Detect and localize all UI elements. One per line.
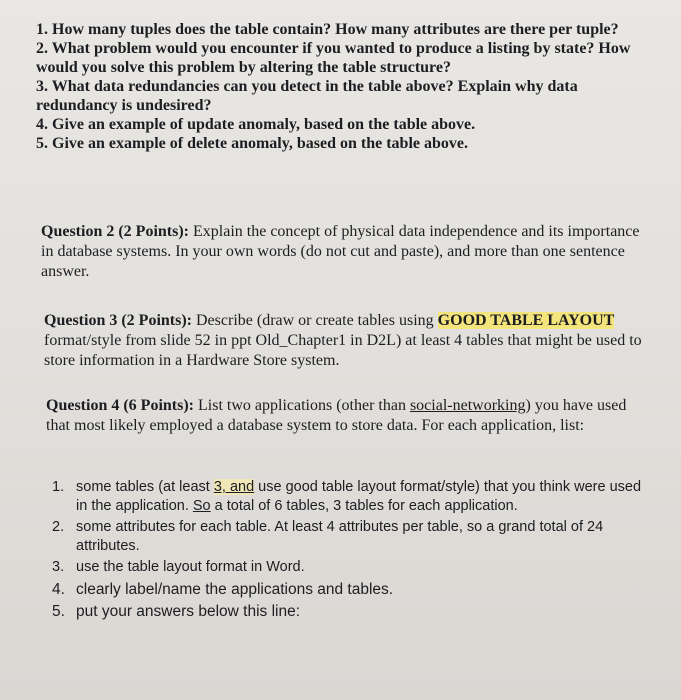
q3-body-before: Describe (draw or create tables using (192, 312, 438, 329)
q1-item-3: 3. What data redundancies can you detect in the table above? Explain why data redundancy is undesired? (36, 78, 578, 114)
q4-body-after: ) you have used that most likely employed a database system to store data. For each application, list: (46, 397, 627, 434)
question-2 (41, 222, 651, 282)
q4-heading: Question 4 (6 Points): (46, 397, 194, 414)
q1-item-1: 1. How many tuples does the table contain? How many attributes are there per tuple? (36, 21, 619, 38)
q2-body: Explain the concept of physical data independence and its importance in database systems. In your own words (do not cut and paste), and more than one sentence answer. (41, 223, 640, 280)
list-number: 1. (52, 479, 65, 495)
list-item: 1. some tables (at least 3, and use good table layout format/style) that you think were used in the application. So a total of 6 tables, 3 tables for each application. (52, 479, 642, 514)
list-item: 2. some attributes for each table. At least 4 attributes per table, so a grand total of 24 attributes. (52, 519, 604, 554)
question-1-items (36, 20, 656, 153)
q1-item-5: 5. Give an example of delete anomaly, based on the table above. (36, 135, 468, 152)
q3-heading: Question 3 (2 Points): (44, 312, 192, 329)
list-item: 4. clearly label/name the applications and tables. (52, 581, 394, 598)
question-3 (44, 311, 656, 371)
q2-heading: Question 2 (2 Points): (41, 223, 189, 240)
q3-body-after: format/style from slide 52 in ppt Old_Chapter1 in D2L) at least 4 tables that might be used to store information in a Hardware Store system. (44, 332, 642, 369)
list-number: 2. (52, 519, 65, 535)
list-number: 4. (52, 581, 65, 598)
q4-underlined: social-networking (409, 397, 526, 414)
list-number: 5. (52, 603, 65, 620)
list-item: 3. use the table layout format in Word. (52, 559, 305, 575)
q4-body-before: List two applications (other than (194, 397, 410, 414)
q1-item-2: 2. What problem would you encounter if you wanted to produce a listing by state? How would you solve this problem by altering the table structure? (36, 40, 631, 76)
q1-item-4: 4. Give an example of update anomaly, based on the table above. (36, 116, 476, 133)
q3-highlight: GOOD TABLE LAYOUT (437, 312, 615, 329)
q4-list (52, 478, 652, 623)
question-4 (46, 396, 646, 436)
list-number: 3. (52, 559, 65, 575)
list-item: 5. put your answers below this line: (52, 603, 301, 620)
